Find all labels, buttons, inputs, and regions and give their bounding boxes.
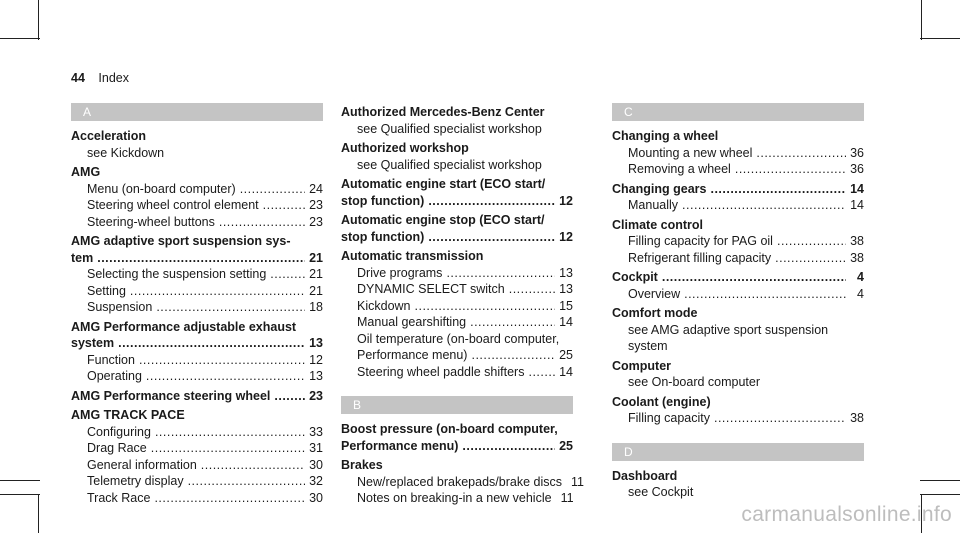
- sub-entry[interactable]: [612, 145, 864, 162]
- page-ref: 21: [309, 267, 323, 281]
- sub-entry[interactable]: [71, 283, 323, 300]
- sub-entry[interactable]: see On-board computer: [628, 375, 761, 389]
- sub-entry[interactable]: [71, 490, 323, 507]
- page-ref: 21: [309, 283, 323, 298]
- entry-text: Drag Race: [87, 441, 147, 455]
- leader-dots: [151, 440, 305, 457]
- sub-entry[interactable]: [341, 265, 573, 282]
- index-entry: [341, 176, 573, 209]
- entry-text: Operating: [87, 369, 142, 383]
- entry-text: General information: [87, 457, 197, 472]
- entry-text: Performance menu): [341, 438, 459, 453]
- crop-mark-bl-v: [38, 494, 39, 533]
- page-ref: 14: [559, 315, 573, 329]
- entry-heading[interactable]: [341, 193, 573, 210]
- sub-entry[interactable]: [612, 161, 864, 178]
- entry-heading[interactable]: AMG: [71, 165, 101, 179]
- leader-dots: [156, 299, 305, 316]
- entry-heading[interactable]: Automatic engine stop (ECO start/: [341, 213, 545, 227]
- sub-entry[interactable]: [71, 473, 323, 490]
- leader-dots: [270, 266, 305, 283]
- index-entry: [612, 468, 864, 501]
- entry-text: Manual gearshifting: [357, 315, 467, 329]
- entry-text: Notes on breaking-in a new vehicle: [357, 491, 552, 505]
- leader-dots: [240, 181, 305, 198]
- index-entry: [341, 248, 573, 380]
- entry-text: Filling capacity: [628, 411, 710, 425]
- index-entry: [612, 269, 864, 302]
- entry-text: Configuring: [87, 424, 151, 439]
- entry-text: Drive programs: [357, 265, 443, 280]
- page-ref: 38: [850, 411, 864, 425]
- page-ref: 25: [559, 438, 573, 453]
- entry-text: Manually: [628, 198, 679, 212]
- entry-text: system: [71, 336, 115, 350]
- index-entry: [612, 394, 864, 427]
- page-ref: 14: [559, 364, 573, 379]
- crop-mark-tr-h: [920, 38, 960, 39]
- leader-dots: [146, 368, 305, 385]
- section-letter: B: [341, 396, 573, 414]
- page-ref: 12: [559, 193, 573, 208]
- entry-text: Changing gears: [612, 181, 707, 196]
- sub-entry[interactable]: [612, 286, 864, 303]
- entry-text: Suspension: [87, 300, 153, 314]
- page-ref: 13: [559, 282, 573, 296]
- entry-text: stop function): [341, 193, 425, 208]
- entry-text: Mounting a new wheel: [628, 145, 753, 160]
- sub-entry[interactable]: [612, 410, 864, 427]
- leader-dots: [154, 490, 305, 507]
- index-entry: [612, 358, 864, 391]
- index-entry: [71, 388, 323, 405]
- entry-text: Performance menu): [357, 348, 468, 362]
- index-column-3: [612, 103, 864, 501]
- sub-entry[interactable]: [341, 364, 573, 381]
- index-entry: [612, 181, 864, 214]
- leader-dots: [428, 193, 555, 210]
- crop-mark-br-h: [920, 494, 960, 495]
- entry-heading[interactable]: Comfort mode: [612, 306, 698, 320]
- sub-entry[interactable]: [71, 440, 323, 457]
- entry-text: Telemetry display: [87, 474, 184, 488]
- entry-heading[interactable]: Automatic engine start (ECO start/: [341, 177, 546, 191]
- index-entry: [71, 407, 323, 506]
- entry-heading[interactable]: Boost pressure (on-board computer,: [341, 422, 558, 436]
- entry-heading[interactable]: [612, 181, 864, 198]
- crop-mark-br-h2: [920, 480, 960, 481]
- entry-heading[interactable]: Authorized Mercedes-Benz Center: [341, 105, 545, 119]
- leader-dots: [155, 424, 305, 441]
- page-ref: 33: [309, 424, 323, 439]
- entry-heading[interactable]: Automatic transmission: [341, 249, 484, 263]
- crop-mark-tr-v: [921, 0, 922, 40]
- watermark-text: carmanualsonline.info: [741, 503, 952, 526]
- leader-dots: [470, 314, 555, 331]
- sub-entry[interactable]: [341, 490, 573, 507]
- page-ref: 23: [309, 388, 323, 403]
- sub-entry[interactable]: [71, 299, 323, 316]
- index-entry: [612, 305, 864, 355]
- sub-entry[interactable]: [341, 474, 584, 491]
- page-ref: 30: [309, 490, 323, 505]
- entry-text: Setting: [87, 283, 126, 298]
- crop-mark-tl-h: [0, 38, 40, 39]
- entry-text: Steering-wheel buttons: [87, 214, 215, 229]
- page-ref: 13: [559, 265, 573, 280]
- entry-text: stop function): [341, 229, 425, 244]
- sub-entry[interactable]: [71, 424, 323, 441]
- entry-heading[interactable]: Authorized workshop: [341, 141, 469, 155]
- section-letter: A: [71, 103, 323, 121]
- entry-heading[interactable]: [612, 269, 864, 286]
- page-ref: 15: [559, 298, 573, 313]
- page-ref: 11: [570, 474, 584, 489]
- entry-heading[interactable]: Changing a wheel: [612, 129, 719, 143]
- sub-entry[interactable]: Oil temperature (on-board computer,: [357, 331, 560, 346]
- entry-heading[interactable]: [71, 335, 323, 352]
- leader-dots: [462, 438, 555, 455]
- index-entry: [341, 421, 573, 454]
- page-number: 44: [71, 71, 85, 85]
- leader-dots: [97, 250, 305, 267]
- entry-heading[interactable]: AMG TRACK PACE: [71, 408, 185, 422]
- entry-heading[interactable]: AMG Performance adjustable exhaust: [71, 319, 297, 334]
- page-ref: 12: [309, 352, 323, 367]
- sub-entry[interactable]: [71, 368, 323, 385]
- sub-entry[interactable]: [341, 298, 573, 315]
- index-entry: [612, 217, 864, 267]
- entry-text: Track Race: [87, 490, 151, 505]
- leader-dots: [446, 265, 555, 282]
- entry-heading[interactable]: Acceleration: [71, 129, 147, 143]
- section-letter: D: [612, 443, 864, 461]
- page-ref: 13: [309, 369, 323, 383]
- leader-dots: [118, 335, 305, 352]
- leader-dots: [756, 145, 846, 162]
- entry-heading[interactable]: Climate control: [612, 217, 703, 232]
- page-ref: 13: [309, 336, 323, 350]
- entry-heading[interactable]: [341, 438, 573, 455]
- sub-entry[interactable]: see Qualified specialist workshop: [357, 157, 542, 172]
- leader-dots: [710, 181, 846, 198]
- entry-heading[interactable]: Computer: [612, 358, 672, 373]
- page-ref: 14: [850, 181, 864, 196]
- page-title: Index: [98, 71, 129, 85]
- page-ref: 25: [559, 348, 573, 362]
- sub-entry[interactable]: [71, 266, 323, 283]
- sub-entry[interactable]: [341, 281, 573, 298]
- sub-entry[interactable]: [71, 197, 323, 214]
- leader-dots: [662, 269, 846, 286]
- entry-text: Steering wheel paddle shifters: [357, 364, 525, 379]
- page-ref: 38: [850, 234, 864, 248]
- page-ref: 21: [309, 250, 323, 265]
- leader-dots: [263, 197, 305, 214]
- page-ref: 24: [309, 181, 323, 196]
- index-entry: [341, 140, 573, 173]
- entry-text: New/replaced brakepads/brake discs: [357, 474, 562, 489]
- index-column-1: [71, 103, 323, 506]
- crop-mark-bl-h: [0, 494, 40, 495]
- index-entry: [71, 128, 323, 161]
- entry-heading[interactable]: [341, 229, 573, 246]
- leader-dots: [219, 214, 305, 231]
- crop-mark-bl-v2: [0, 480, 40, 481]
- leader-dots: [775, 250, 846, 267]
- leader-dots: [471, 347, 555, 364]
- index-entry: [612, 128, 864, 178]
- entry-heading[interactable]: Brakes: [341, 458, 383, 472]
- leader-dots: [528, 364, 555, 381]
- page-ref: 38: [850, 250, 864, 265]
- leader-dots: [139, 352, 305, 369]
- index-entry: [71, 319, 323, 385]
- sub-entry[interactable]: [341, 347, 573, 364]
- sub-entry[interactable]: [612, 250, 864, 267]
- page-ref: 18: [309, 300, 323, 314]
- page-ref: 11: [560, 491, 574, 505]
- index-column-2: [341, 103, 584, 507]
- entry-text: AMG Performance steering wheel: [71, 388, 271, 403]
- entry-text: Function: [87, 352, 135, 367]
- entry-heading[interactable]: [71, 250, 323, 267]
- index-entry: [341, 212, 573, 245]
- leader-dots: [274, 388, 305, 405]
- leader-dots: [428, 229, 555, 246]
- page-ref: 32: [309, 474, 323, 488]
- entry-text: Refrigerant filling capacity: [628, 250, 772, 265]
- page-ref: 36: [850, 162, 864, 176]
- sub-entry[interactable]: [612, 233, 864, 250]
- leader-dots: [201, 457, 305, 474]
- sub-entry[interactable]: see AMG adaptive sport suspension system: [628, 322, 829, 353]
- entry-text: Kickdown: [357, 298, 411, 313]
- crop-mark-tl-v: [38, 0, 39, 40]
- index-entry: [341, 457, 584, 507]
- sub-entry[interactable]: see Cockpit: [628, 485, 694, 499]
- page-header: [71, 71, 129, 85]
- section-letter: C: [612, 103, 864, 121]
- page-ref: 14: [850, 198, 864, 212]
- entry-text: Filling capacity for PAG oil: [628, 234, 773, 248]
- sub-entry[interactable]: [71, 457, 323, 474]
- index-entry: [341, 104, 573, 137]
- leader-dots: [714, 410, 846, 427]
- leader-dots: [682, 197, 846, 214]
- page-ref: 4: [857, 286, 864, 301]
- sub-entry[interactable]: [341, 314, 573, 331]
- page-ref: 4: [857, 270, 864, 284]
- page-ref: 31: [309, 441, 323, 455]
- sub-entry[interactable]: [71, 214, 323, 231]
- leader-dots: [684, 286, 846, 303]
- entry-heading[interactable]: Coolant (engine): [612, 394, 711, 409]
- leader-dots: [777, 233, 846, 250]
- entry-text: Overview: [628, 286, 681, 301]
- sub-entry[interactable]: see Qualified specialist workshop: [357, 121, 542, 136]
- page-ref: 36: [850, 145, 864, 160]
- entry-heading[interactable]: [71, 388, 323, 405]
- sub-entry[interactable]: [71, 352, 323, 369]
- entry-text: Menu (on-board computer): [87, 181, 236, 196]
- entry-text: Cockpit: [612, 270, 658, 284]
- page-ref: 23: [309, 198, 323, 212]
- entry-heading[interactable]: Dashboard: [612, 468, 678, 483]
- index-entry: [71, 233, 323, 316]
- entry-text: Selecting the suspension setting: [87, 267, 267, 281]
- leader-dots: [735, 161, 846, 178]
- entry-heading[interactable]: AMG adaptive sport suspension sys-: [71, 234, 291, 248]
- entry-text: DYNAMIC SELECT switch: [357, 282, 505, 296]
- page-ref: 12: [559, 229, 573, 244]
- entry-text: tem: [71, 250, 94, 265]
- sub-entry[interactable]: [612, 197, 864, 214]
- index-entry: [71, 164, 323, 230]
- sub-entry[interactable]: see Kickdown: [87, 145, 165, 160]
- leader-dots: [130, 283, 305, 300]
- page-ref: 23: [309, 214, 323, 229]
- page-ref: 30: [309, 457, 323, 472]
- entry-text: Removing a wheel: [628, 162, 731, 176]
- sub-entry[interactable]: [71, 181, 323, 198]
- leader-dots: [188, 473, 305, 490]
- leader-dots: [415, 298, 556, 315]
- leader-dots: [509, 281, 555, 298]
- entry-text: Steering wheel control element: [87, 198, 259, 212]
